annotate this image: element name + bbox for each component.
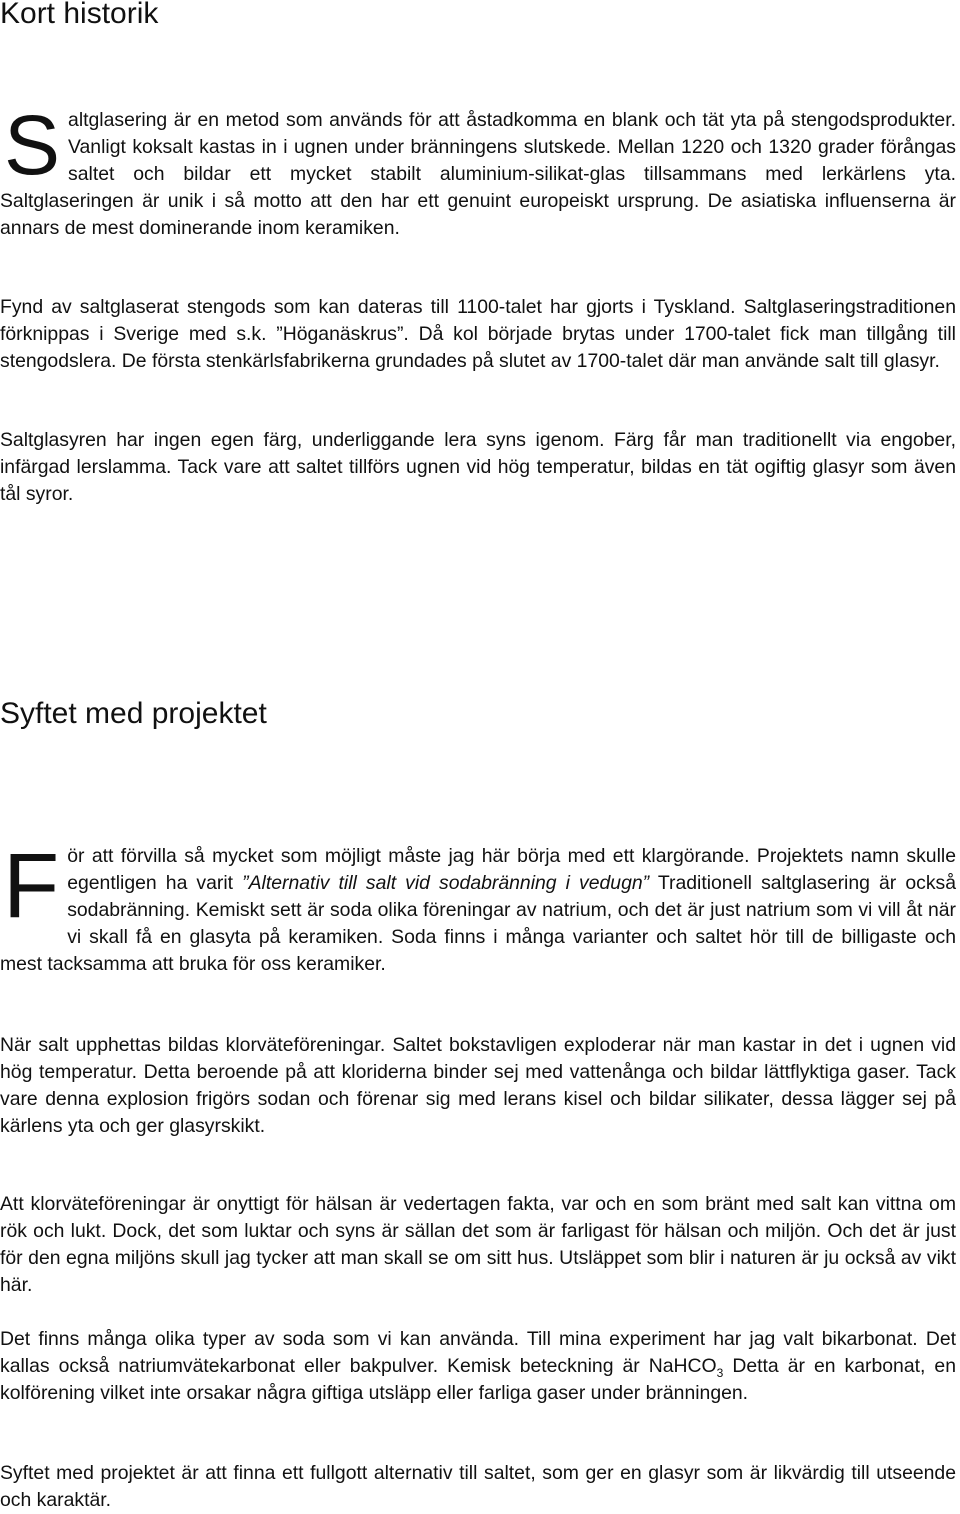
paragraph-soda-text-a: Det finns många olika typer av soda som vi kan använda. Till mina experiment har jag valt bikarbonat. Det kallas också natriumvätekarbonat eller bakpulver. Kemisk beteckning är NaHCO (0, 1328, 956, 1377)
paragraph-klargorande-text-b: Traditionell saltglasering är också sodabränning. Kemiskt sett är soda olika föreningar av natrium, och det är just natrium som vi vill åt när vi skall få en glasyta på keramiken. Soda finns i många varianter och saltet hör till de billigaste och mest tacksamma att bruka för oss keramiker. (0, 872, 956, 975)
heading-kort-historik: Kort historik (0, 0, 159, 30)
paragraph-soda-typer (0, 1326, 956, 1407)
dropcap-f: F (3, 835, 60, 937)
paragraph-klorvateforeningar: Att klorväteföreningar är onyttigt för hälsan är vedertagen fakta, var och en som bränt med salt kan vittna om rök och lukt. Dock, det som luktar och syns är sällan det som är farligast för hälsan och miljön. Och det är just för den egna miljöns skull jag tycker att man skall se om sitt hus. Utsläppet som blir i naturen är ju också av vikt här. (0, 1193, 956, 1296)
paragraph-salt-upphettas: När salt upphettas bildas klorväteföreningar. Saltet bokstavligen exploderar när man kastar in det i ugnen vid hög temperatur. Detta beroende på att kloriderna binder sej med vattenånga och bildar lättflyktiga gaser. Tack vare denna explosion frigörs sodan och förenar sig med lerans kisel och bildar silikater, dessa lägger sej på kärlens yta och ger glasyrskikt. (0, 1034, 956, 1137)
paragraph-intro-text: altglasering är en metod som används för att åstadkomma en blank och tät yta på stengodsprodukter. Vanligt koksalt kastas in i ugnen under bränningens slutskede. Mellan 1220 och 1320 grader förångas saltet och bildar ett mycket stabilt aluminium-silikat-glas tillsammans med lerkärlens yta. Saltglaseringen är unik i så motto att den har ett genuint europeiskt ursprung. De asiatiska influenserna är annars de mest dominerande inom keramiken. (0, 109, 956, 239)
paragraph-intro (0, 98, 956, 242)
paragraph-syftet: Syftet med projektet är att finna ett fullgott alternativ till saltet, som ger en glasyr som är likvärdig till utseende och karaktär. (0, 1462, 956, 1511)
heading-syftet-med-projektet: Syftet med projektet (0, 697, 267, 730)
paragraph-klargorande (0, 835, 956, 978)
paragraph-soda-text-b: Detta är en karbonat, en kolförening vilket inte orsakar några giftiga utsläpp eller farliga gaser under bränningen. (0, 1355, 956, 1404)
paragraph-fynd: Fynd av saltglaserat stengods som kan dateras till 1100-talet har gjorts i Tyskland. Saltglaseringstraditionen förknippas i Sverige med s.k. ”Höganäskrus”. Då kol började brytas under 1700-talet fick man tillgång till stengodslera. De första stenkärlsfabrikerna grundades på slutet av 1700-talet där man använde salt till glasyr. (0, 296, 956, 372)
dropcap-s: S (4, 98, 61, 192)
paragraph-klargorande-text-a: ör att förvilla så mycket som möjligt måste jag här börja med ett klargörande. Projektets namn skulle egentligen ha varit (67, 845, 956, 894)
formula-subscript: 3 (716, 1365, 724, 1380)
paragraph-saltglasyr: Saltglasyren har ingen egen färg, underliggande lera syns igenom. Färg får man traditionellt via engober, infärgad lerslamma. Tack vare att saltet tillförs ugnen vid hög temperatur, bildas en tät ogiftig glasyr som även tål syror. (0, 429, 956, 505)
project-name-italic: ”Alternativ till salt vid sodabränning i vedugn” (242, 872, 650, 894)
